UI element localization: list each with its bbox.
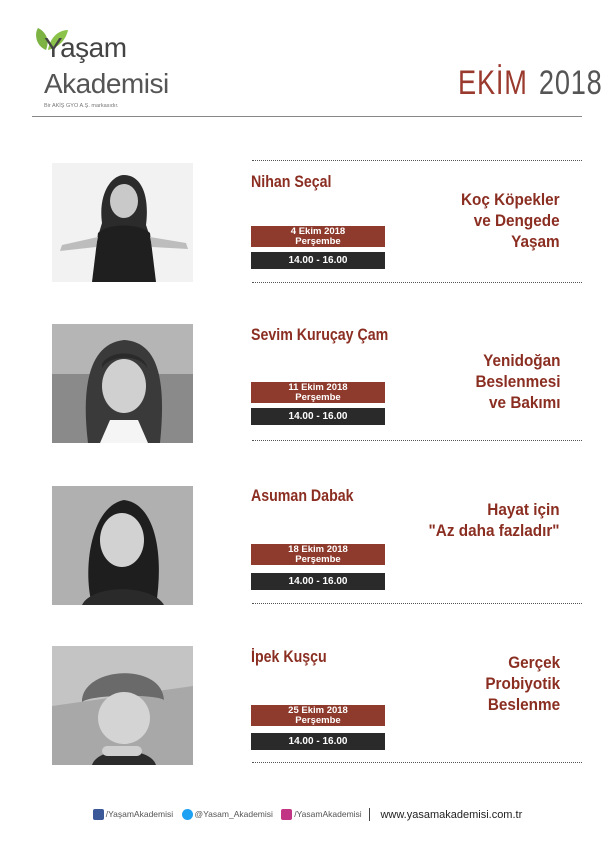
speaker-name: Asuman Dabak [251, 487, 354, 505]
speaker-photo [52, 646, 193, 765]
event-date-box [251, 226, 385, 247]
event-time: 14.00 - 16.00 [251, 408, 385, 425]
divider-dotted [252, 603, 582, 604]
brand-tagline: Bir AKİŞ GYO A.Ş. markasıdır. [44, 103, 119, 109]
speaker-name: İpek Kuşçu [251, 648, 327, 666]
instagram-handle: /YasamAkademisi [294, 808, 362, 819]
twitter-icon [182, 809, 193, 820]
event-title: Koç Köpekler ve Dengede Yaşam [461, 190, 560, 251]
footer [0, 808, 615, 821]
footer-facebook[interactable] [93, 809, 173, 820]
divider-dotted [252, 160, 582, 161]
month-name: EKİM [458, 64, 528, 102]
event-time: 14.00 - 16.00 [251, 252, 385, 269]
speaker-name: Nihan Seçal [251, 173, 332, 191]
event-day: Perşembe [295, 236, 341, 247]
brand-name-line2: Akademisi [44, 68, 169, 99]
event-title: Gerçek Probiyotik Beslenme [485, 653, 560, 714]
event-date: 18 Ekim 2018 [288, 544, 348, 555]
event-date-box [251, 544, 385, 565]
facebook-handle: /YaşamAkademisi [105, 808, 174, 819]
event-day: Perşembe [295, 554, 341, 565]
brand-name-line1: Yaşam [44, 32, 127, 63]
event-date: 11 Ekim 2018 [288, 382, 348, 393]
speaker-photo [52, 324, 193, 443]
footer-separator [369, 808, 370, 821]
event-day: Perşembe [295, 715, 341, 726]
footer-instagram[interactable] [281, 809, 361, 820]
event-time: 14.00 - 16.00 [251, 573, 385, 590]
speaker-photo [52, 486, 193, 605]
header-divider [32, 116, 582, 117]
month-year: 2018 [538, 64, 603, 102]
event-date-box [251, 705, 385, 726]
speaker-name: Sevim Kuruçay Çam [251, 326, 389, 344]
twitter-handle: @Yasam_Akademisi [194, 808, 273, 819]
event-date: 25 Ekim 2018 [288, 705, 348, 716]
divider-dotted [252, 440, 582, 441]
footer-twitter[interactable] [182, 809, 273, 820]
brand-logo [32, 24, 202, 114]
facebook-icon [93, 809, 104, 820]
month-title [458, 64, 603, 103]
instagram-icon [281, 809, 292, 820]
event-date: 4 Ekim 2018 [290, 226, 346, 237]
event-title: Yenidoğan Beslenmesi ve Bakımı [474, 351, 560, 412]
event-day: Perşembe [295, 392, 341, 403]
event-title: Hayat için "Az daha fazladır" [429, 500, 560, 540]
divider-dotted [252, 762, 582, 763]
website-link[interactable]: www.yasamakademisi.com.tr [380, 808, 523, 821]
event-time: 14.00 - 16.00 [251, 733, 385, 750]
divider-dotted [252, 282, 582, 283]
speaker-photo [52, 163, 193, 282]
event-date-box [251, 382, 385, 403]
